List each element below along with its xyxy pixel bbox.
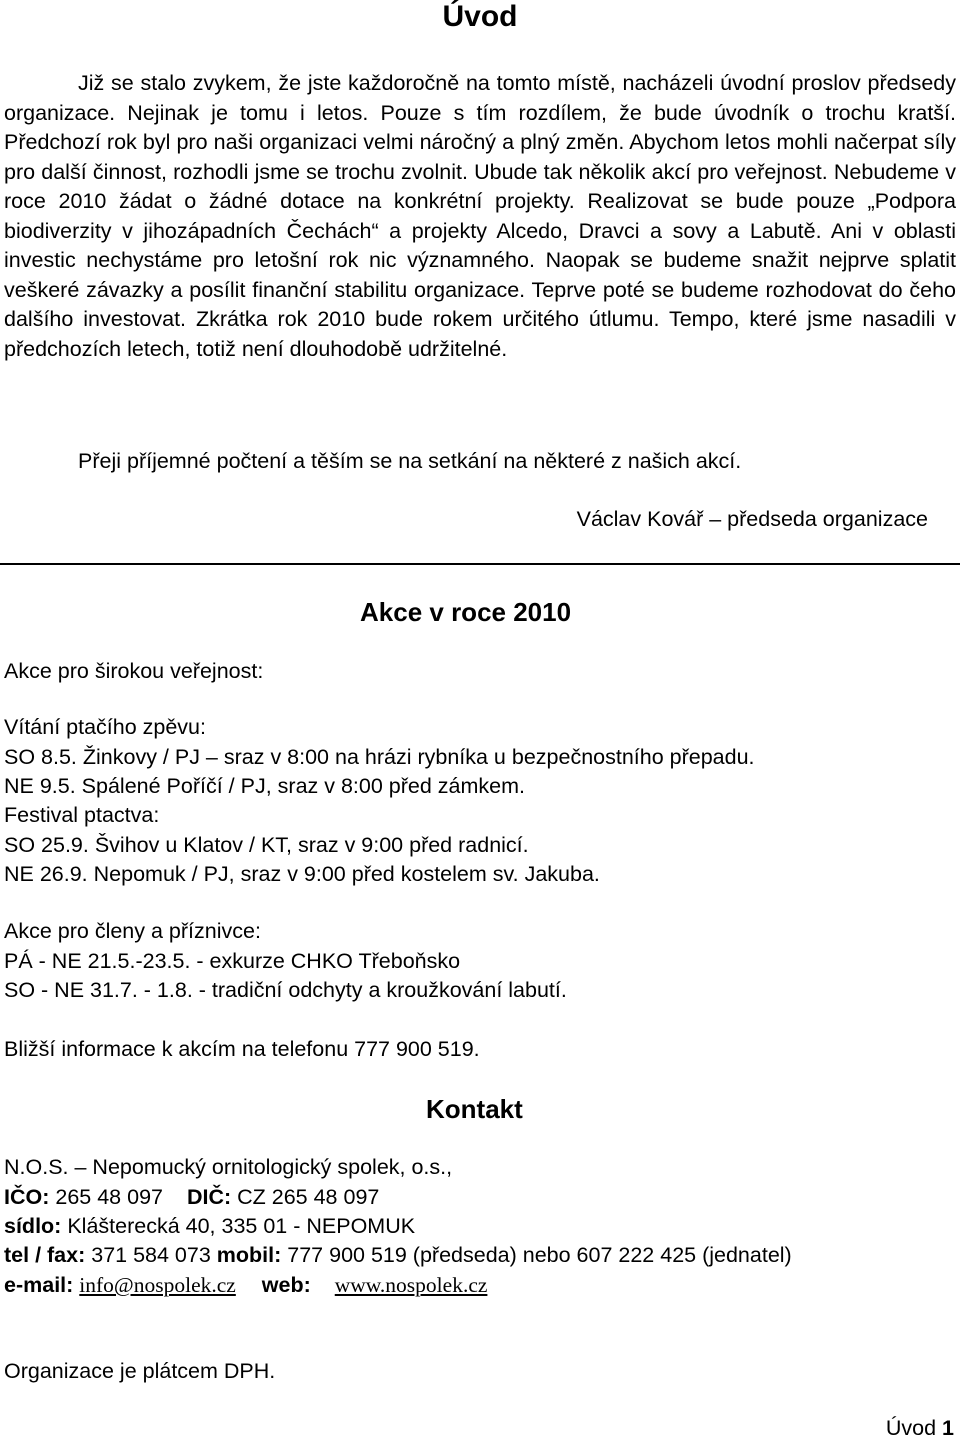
intro-wish: Přeji příjemné počtení a těším se na setkání na některé z našich akcí. (78, 449, 742, 473)
members-events-label: Akce pro členy a příznivce: (4, 919, 261, 943)
email-link[interactable]: info@nospolek.cz (79, 1273, 236, 1297)
footer-label: Úvod (885, 1416, 937, 1440)
page-number: 1 (942, 1416, 954, 1440)
page-footer (886, 1414, 954, 1444)
email-web-line (4, 1271, 487, 1301)
ico-dic-line (4, 1183, 379, 1213)
festival-label: Festival ptactva: (4, 803, 160, 827)
email-label: e-mail: (4, 1273, 74, 1297)
event-item: NE 9.5. Spálené Poříčí / PJ, sraz v 8:00 před zámkem. (4, 774, 526, 798)
seat-value: Klášterecká 40, 335 01 - NEPOMUK (67, 1214, 416, 1238)
event-item: SO - NE 31.7. - 1.8. - tradiční odchyty a kroužkování labutí. (4, 978, 567, 1002)
mobile-value: 777 900 519 (předseda) nebo 607 222 425 (jednatel) (287, 1243, 792, 1267)
intro-paragraph (4, 69, 956, 364)
contact-heading: Kontakt (426, 1094, 523, 1124)
phone-label: tel / fax: (4, 1243, 86, 1267)
seat-label: sídlo: (4, 1214, 62, 1238)
public-events-label: Akce pro širokou veřejnost: (4, 659, 264, 683)
signature: Václav Kovář – předseda organizace (576, 507, 928, 531)
web-label: web: (261, 1273, 311, 1297)
phone-line (4, 1241, 792, 1271)
mobile-label: mobil: (216, 1243, 282, 1267)
ico-value: 265 48 097 (55, 1185, 163, 1209)
event-item: PÁ - NE 21.5.-23.5. - exkurze CHKO Třeboňsko (4, 949, 461, 973)
event-item: SO 8.5. Žinkovy / PJ – sraz v 8:00 na hrázi rybníka u bezpečnostního přepadu. (4, 745, 755, 769)
org-name: N.O.S. – Nepomucký ornitologický spolek, o.s., (4, 1155, 453, 1179)
phone-value: 371 584 073 (91, 1243, 211, 1267)
ico-label: IČO: (4, 1185, 50, 1209)
intro-text: Již se stalo zvykem, že jste každoročně na tomto místě, nacházeli úvodní proslov předsedy organizace. Nejinak je tomu i letos. Pouze s tím rozdílem, že bude úvodník o trochu kratší. Předchozí rok byl pro naši organizaci velmi náročný a plný změn. Abychom letos mohli načerpat síly pro další činnost, rozhodli jsme se trochu zvolnit. Ubude tak několik akcí pro veřejnost. Nebudeme v roce 2010 žádat o žádné dotace na konkrétní projekty. Realizovat se bude pouze „Podpora biodiverzity v jihozápadních Čechách“ a projekty Alcedo, Dravci a sovy a Labutě. Ani v oblasti investic nechystáme pro letošní rok nic významného. Naopak se budeme snažit nejprve splatit veškeré závazky a posílit finanční stabilitu organizace. Teprve poté se budeme rozhodovat do čeho dalšího investovat. Zkrátka rok 2010 bude rokem určitého útlumu. Tempo, které jsme nasadili v předchozích letech, totiž není dlouhodobě udržitelné. (4, 71, 956, 361)
events-heading: Akce v roce 2010 (360, 597, 572, 627)
dic-value: CZ 265 48 097 (237, 1185, 380, 1209)
page-title: Úvod (442, 0, 518, 33)
seat-line (4, 1212, 415, 1242)
event-item: NE 26.9. Nepomuk / PJ, sraz v 9:00 před kostelem sv. Jakuba. (4, 862, 600, 886)
events-info: Bližší informace k akcím na telefonu 777 900 519. (4, 1037, 480, 1061)
web-link[interactable]: www.nospolek.cz (334, 1273, 488, 1297)
event-item: SO 25.9. Švihov u Klatov / KT, sraz v 9:00 před radnicí. (4, 833, 529, 857)
vat-note: Organizace je plátcem DPH. (4, 1359, 276, 1383)
section-divider (0, 563, 960, 565)
bird-song-label: Vítání ptačího zpěvu: (4, 715, 206, 739)
dic-label: DIČ: (186, 1185, 232, 1209)
